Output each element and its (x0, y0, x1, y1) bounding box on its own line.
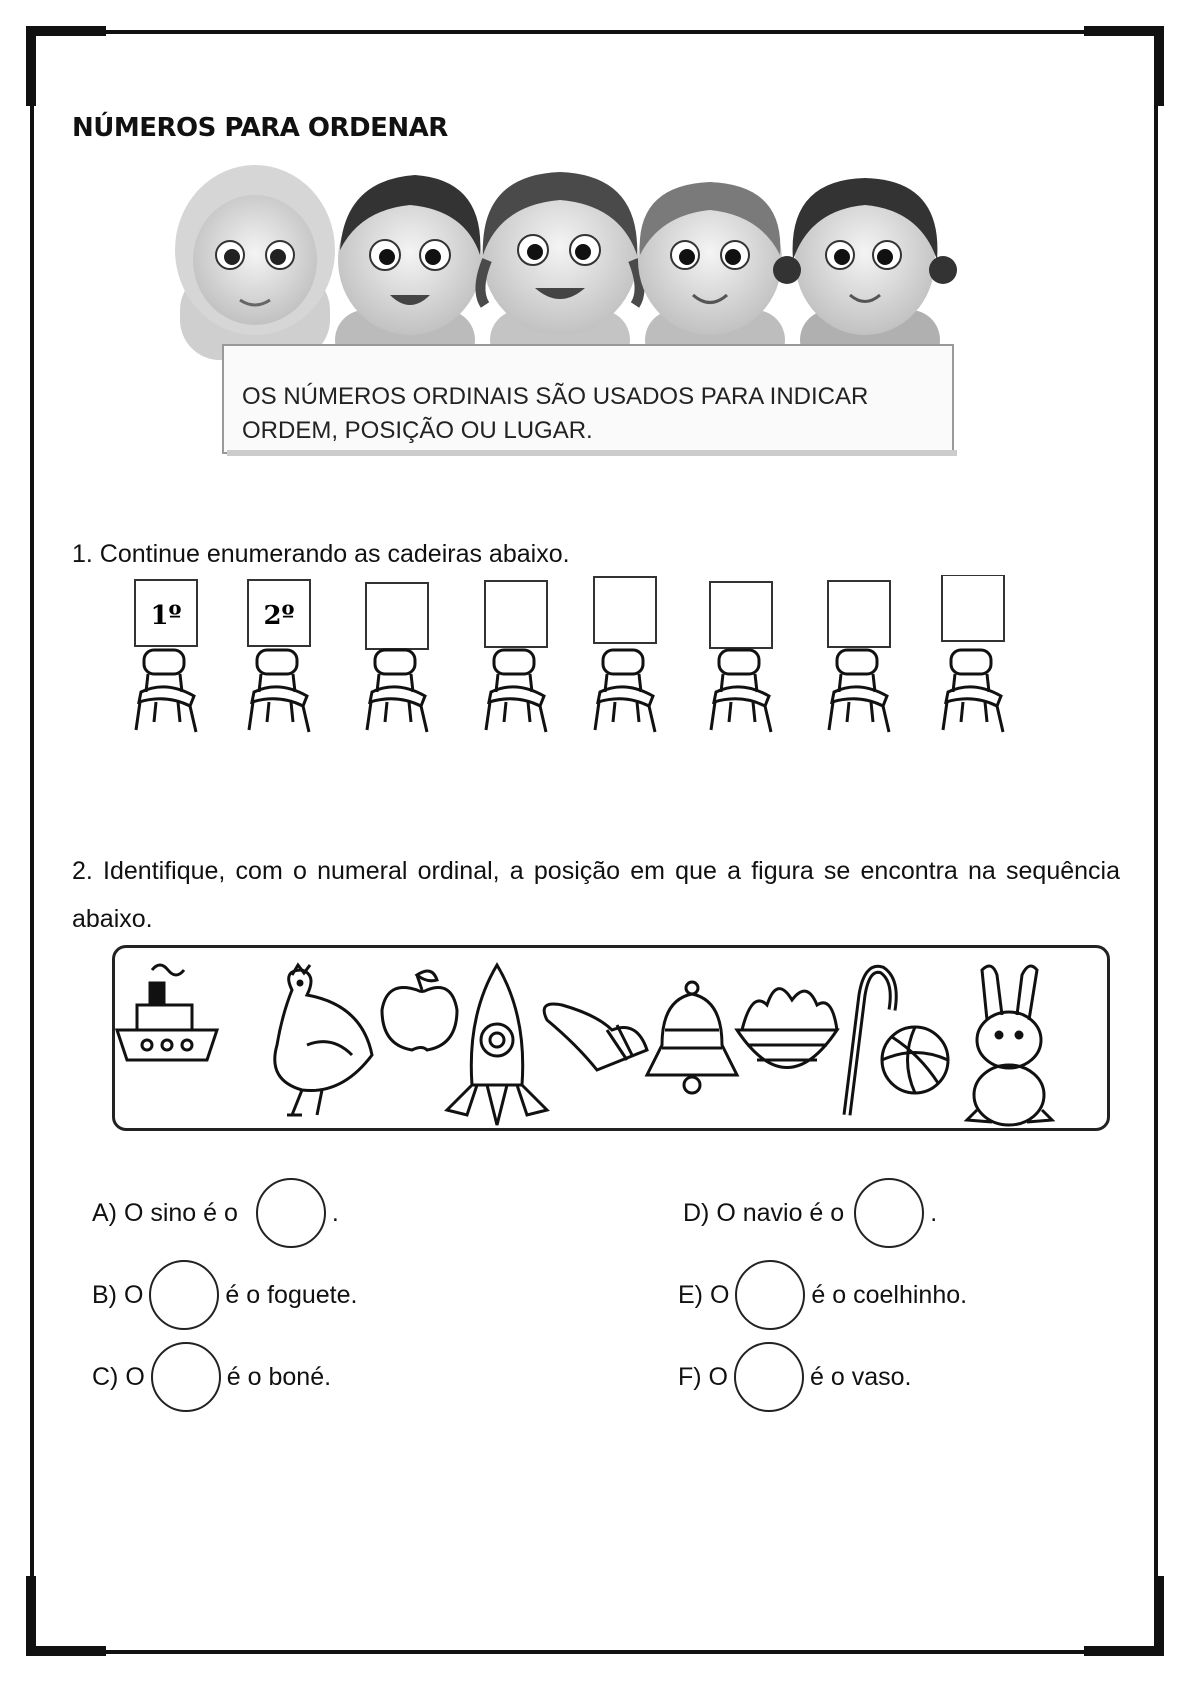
ordinal-box[interactable] (485, 581, 547, 647)
chair-slot (248, 580, 310, 732)
chairs-sequence (120, 575, 1060, 755)
chair-icon (943, 650, 1003, 732)
answer-c-circle[interactable] (151, 1342, 221, 1412)
chair-slot (710, 582, 772, 732)
chair-slot (366, 583, 428, 732)
ordinal-label: 2º (263, 601, 295, 631)
frame-corner (1084, 26, 1164, 36)
child-face-icon (480, 172, 639, 370)
answer-a-label: A) O sino é o (92, 1198, 238, 1227)
answer-e-suffix: é o coelhinho. (811, 1280, 968, 1309)
chair-icon (829, 650, 889, 732)
answer-b (92, 1265, 357, 1325)
child-face-icon (773, 178, 957, 370)
cap-icon (544, 1004, 647, 1070)
answer-d (683, 1183, 937, 1243)
frame-corner (1154, 1576, 1164, 1656)
answer-d-label: D) O navio é o (683, 1198, 845, 1227)
answer-a-circle[interactable] (256, 1178, 326, 1248)
answer-f-suffix: é o vaso. (810, 1362, 912, 1391)
apple-icon (382, 971, 457, 1050)
frame-corner (26, 1646, 106, 1656)
chair-slot (485, 581, 547, 732)
answer-e-circle[interactable] (735, 1260, 805, 1330)
chair-icon (711, 650, 771, 732)
chair-slot (942, 575, 1004, 732)
answer-b-suffix: é o foguete. (225, 1280, 358, 1309)
answer-d-suffix: . (930, 1198, 938, 1227)
figure-sequence (112, 945, 1110, 1131)
chair-slot (828, 581, 890, 732)
ball-icon (882, 1027, 948, 1093)
answer-f-circle[interactable] (734, 1342, 804, 1412)
ordinal-box[interactable] (942, 575, 1004, 641)
answer-c-label: C) O (92, 1362, 145, 1391)
answer-c (92, 1347, 331, 1407)
chair-icon (367, 650, 427, 732)
answer-f (678, 1347, 911, 1407)
child-face-icon (335, 175, 482, 370)
child-face-icon (638, 182, 785, 370)
chair-slot (594, 577, 656, 732)
frame-corner (1154, 26, 1164, 106)
chair-icon (595, 650, 655, 732)
ordinal-box[interactable] (594, 577, 656, 643)
answer-b-circle[interactable] (149, 1260, 219, 1330)
answer-a (92, 1183, 339, 1243)
chair-slot (135, 580, 197, 732)
basket-icon (737, 989, 837, 1068)
answer-a-suffix: . (331, 1198, 339, 1227)
frame-corner (26, 26, 106, 36)
hen-icon (275, 965, 372, 1115)
chair-icon (136, 650, 196, 732)
answer-c-suffix: é o boné. (226, 1362, 332, 1391)
answer-b-label: B) O (92, 1280, 144, 1309)
frame-corner (26, 26, 36, 106)
banner-line: ORDEM, POSIÇÃO OU LUGAR. (242, 417, 593, 444)
question-2: 2. Identifique, com o numeral ordinal, a posição em que a figura se encontra na sequência abaixo. (72, 857, 1120, 933)
ordinal-box[interactable] (366, 583, 428, 649)
banner-text (242, 380, 962, 448)
ordinal-label: 1º (150, 601, 182, 631)
chair-icon (486, 650, 546, 732)
answer-e-label: E) O (678, 1280, 730, 1309)
bell-icon (647, 982, 737, 1093)
answer-f-label: F) O (678, 1362, 728, 1391)
chair-icon (249, 650, 309, 732)
question-1: 1. Continue enumerando as cadeiras abaixo. (72, 540, 570, 568)
banner-line: OS NÚMEROS ORDINAIS SÃO USADOS PARA INDICAR (242, 383, 869, 410)
ship-icon (117, 965, 217, 1060)
page-title: NÚMEROS PARA ORDENAR (72, 113, 448, 143)
frame-corner (1084, 1646, 1164, 1656)
child-face-icon (175, 165, 335, 360)
rocket-icon (447, 965, 547, 1125)
frame-corner (26, 1576, 36, 1656)
ordinal-box[interactable] (828, 581, 890, 647)
answer-d-circle[interactable] (854, 1178, 924, 1248)
ordinal-box[interactable] (710, 582, 772, 648)
answer-e (678, 1265, 967, 1325)
bunny-icon (967, 966, 1052, 1125)
